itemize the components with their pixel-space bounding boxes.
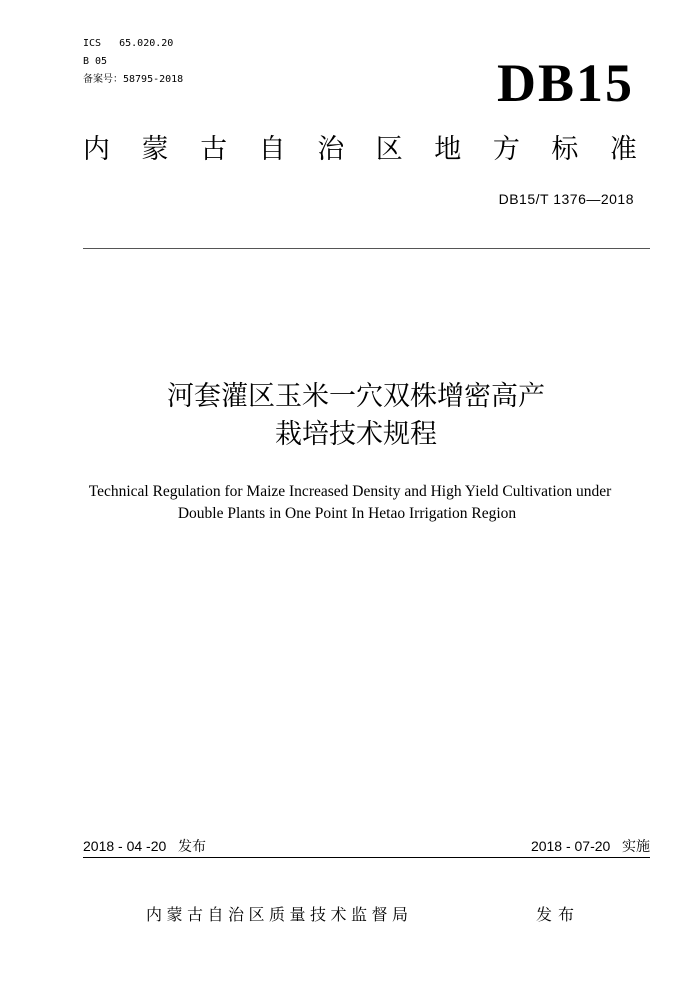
footer-divider: [83, 857, 650, 858]
implement-date: 2018 - 07-20 实施: [530, 838, 650, 854]
standard-type-char: 治: [317, 134, 345, 165]
english-title-line-1: Technical Regulation for Maize Increased Density and High Yield Cultivation under: [88, 483, 612, 500]
chinese-title-line-2: 栽培技术规程: [275, 419, 437, 450]
chinese-title-line-1: 河套灌区玉米一穴双株增密高产: [167, 381, 545, 412]
metadata-block: [83, 35, 183, 89]
standard-type-char: 方: [492, 134, 520, 165]
ics-code: ICS 65.020.20: [83, 38, 174, 49]
standard-number: DB15/T 1376—2018: [498, 191, 634, 207]
english-title: [0, 481, 700, 525]
publish-date: 2018 - 04 -20 发布: [83, 838, 206, 854]
standard-code: DB15: [496, 53, 634, 113]
dates-row: [83, 837, 650, 857]
standard-type-char: 准: [609, 134, 637, 165]
filing-number: 备案号：58795-2018: [83, 74, 184, 85]
category-code: B 05: [83, 56, 108, 67]
standard-type-char: 蒙: [141, 134, 169, 165]
standard-type: [83, 136, 637, 163]
standard-type-char: 内: [83, 134, 110, 165]
standard-type-char: 古: [200, 134, 228, 165]
english-title-line-2: Double Plants in One Point In Hetao Irrigation Region: [177, 505, 517, 522]
issue-label: 发布: [536, 905, 581, 924]
standard-type-char: 自: [258, 134, 286, 165]
header-divider: [83, 248, 650, 249]
standard-type-char: 标: [551, 134, 579, 165]
issuing-authority: 内蒙古自治区质量技术监督局: [146, 905, 413, 924]
standard-type-char: 区: [375, 134, 403, 165]
chinese-title: [0, 378, 700, 454]
standard-type-char: 地: [434, 134, 462, 165]
